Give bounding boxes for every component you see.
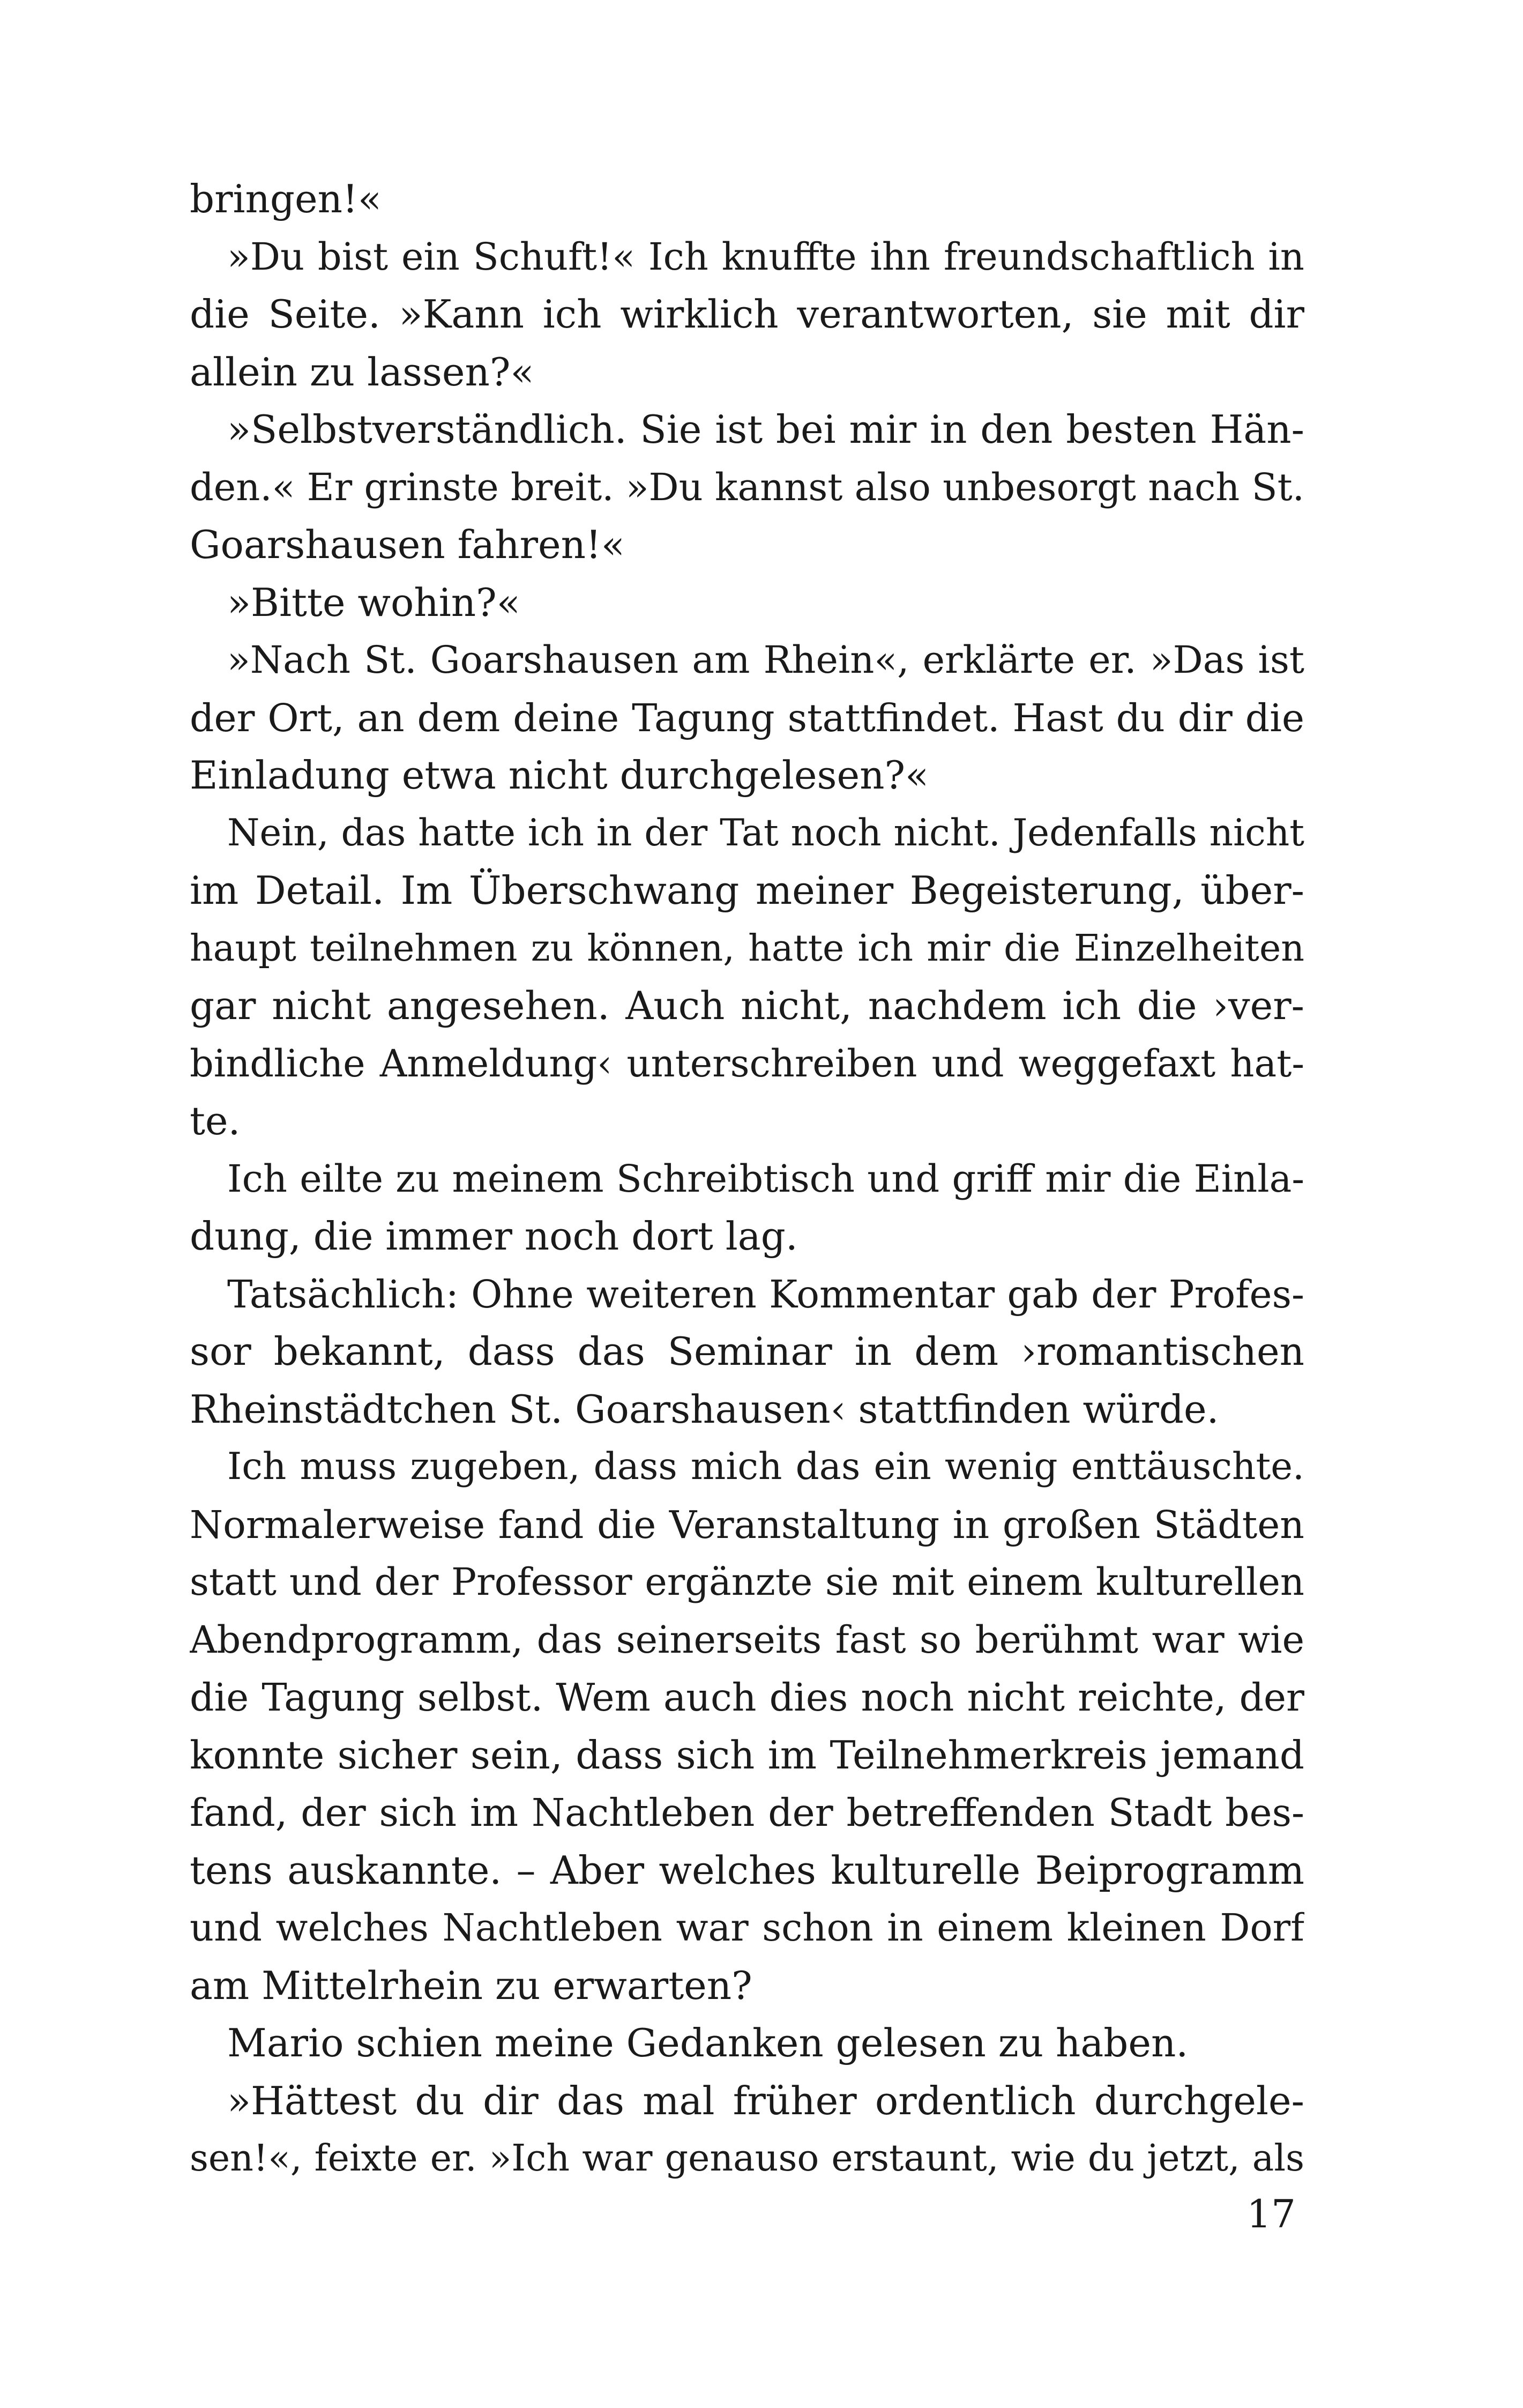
text-line: Rheinstädtchen St. Goarshausen‹ stattfinden würde. [190,1386,1219,1432]
text-line: Ich eilte zu meinem Schreibtisch und griff mir die Einla- [227,1156,1304,1201]
text-line: den.« Er grinste breit. »Du kannst also unbesorgt nach St. [190,465,1304,509]
text-line: am Mittelrhein zu erwarten? [190,1963,752,2008]
page-number: 17 [1246,2191,1296,2236]
text-line: »Nach St. Goarshausen am Rhein«, erklärte er. »Das ist [227,638,1304,682]
text-line: Mario schien meine Gedanken gelesen zu haben. [227,2020,1189,2065]
text-line: statt und der Professor ergänzte sie mit einem kulturellen [190,1560,1304,1604]
text-line: »Selbstverständlich. Sie ist bei mir in den besten Hän- [227,407,1304,452]
text-line: Einladung etwa nicht durchgelesen?« [190,753,929,798]
text-line: sor bekannt, dass das Seminar in dem ›romantischen [190,1329,1304,1374]
text-line: Tatsächlich: Ohne weiteren Kommentar gab der Profes- [227,1272,1304,1317]
text-line: Normalerweise fand die Veranstaltung in großen Städten [190,1502,1304,1547]
text-line: die Tagung selbst. Wem auch dies noch nicht reichte, der [190,1675,1304,1720]
text-line: im Detail. Im Überschwang meiner Begeisterung, über- [190,868,1304,913]
text-line: te. [190,1098,241,1143]
text-line: Nein, das hatte ich in der Tat noch nicht. Jedenfalls nicht [227,811,1304,854]
text-line: »Bitte wohin?« [227,579,520,625]
text-line: Ich muss zugeben, dass mich das ein wenig enttäuschte. [227,1445,1304,1488]
text-line: Goarshausen fahren!« [190,522,625,567]
text-line: sen!«, feixte er. »Ich war genauso erstaunt, wie du jetzt, als [190,2137,1304,2180]
text-line: »Du bist ein Schuft!« Ich knuffte ihn freundschaftlich in [227,234,1304,279]
text-line: fand, der sich im Nachtleben der betreffenden Stadt bes- [190,1790,1304,1835]
text-line: Abendprogramm, das seinerseits fast so berühmt war wie [190,1617,1304,1662]
text-line: dung, die immer noch dort lag. [190,1214,798,1259]
body-text [190,170,1304,2188]
text-line: »Hättest du dir das mal früher ordentlich durchgele- [227,2078,1304,2123]
text-line: haupt teilnehmen zu können, hatte ich mir die Einzelheiten [190,927,1304,970]
text-line: und welches Nachtleben war schon in einem kleinen Dorf [190,1906,1304,1950]
text-line: die Seite. »Kann ich wirklich verantworten, sie mit dir [190,292,1304,337]
text-line: bindliche Anmeldung‹ unterschreiben und weggefaxt hat- [190,1041,1304,1086]
text-line: allein zu lassen?« [190,349,534,395]
text-line: bringen!« [190,176,382,221]
text-line: konnte sicher sein, dass sich im Teilnehmerkreis jemand [190,1732,1304,1778]
text-line: tens auskannte. – Aber welches kulturelle Beiprogramm [190,1847,1304,1893]
text-line: gar nicht angesehen. Auch nicht, nachdem ich die ›ver- [190,983,1304,1028]
text-line: der Ort, an dem deine Tagung stattfindet. Hast du dir die [190,695,1304,740]
